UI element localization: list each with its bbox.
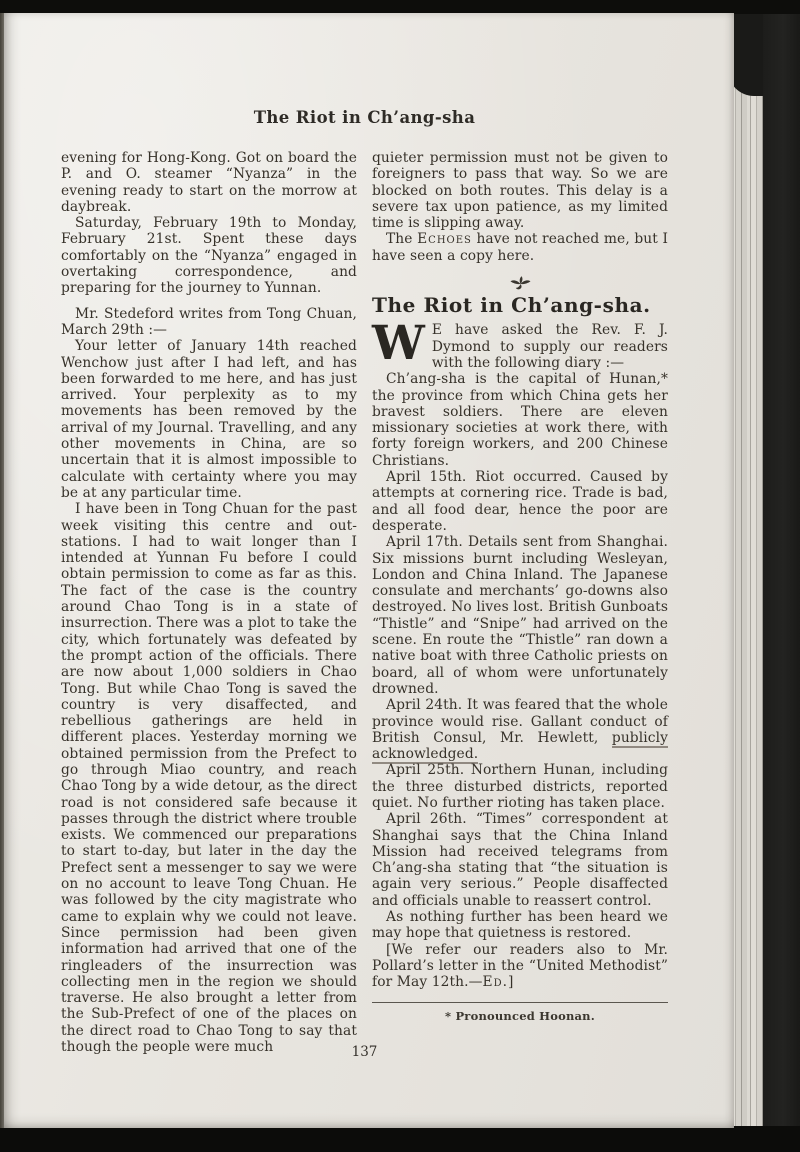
footnote-rule xyxy=(372,1002,668,1003)
paragraph-quietness: As nothing further has been heard we may hope that quietness is restored. xyxy=(372,909,668,942)
paragraph-tong-chuan: I have been in Tong Chuan for the past week visiting this centre and out-stations. I had to wait longer than I intended at Yunnan Fu before I could obtain permission to come as far as this. The fact of the case is the country around Chao Tong is in a state of insurrection. There was a plot to take the city, which fortunately was defeated by the prompt action of the officials. There are now about 1,000 soldiers in Chao Tong. But while Chao Tong is saved the country is very disaffected, and rebellious gatherings are held in different places. Yesterday morning we obtained permission from the Prefect to go through Miao country, and reach Chao Tong by a wide detour, as the direct road is not considered safe because it passes through the district where trouble exists. We commenced our preparations to start to-day, but later in the day the Prefect sent a messenger to say we were on no account to leave Tong Chuan. He was followed by the city magistrate who came to explain why we could not leave. Since permission had been given information had arrived that one of the ringleaders of the insurrection was collecting men in the region we should traverse. He also brought a letter from the Sub-Prefect of one of the places on the direct road to Chao Tong to say that though the people were much xyxy=(61,501,357,1056)
book-cover-right xyxy=(763,0,800,1152)
paragraph-your-letter: Your letter of January 14th reached Wenchow just after I had left, and has been forwarded to me here, and has just arrived. Your perplexity as to my movements has been removed by the arrival of my Journal. Travelling, and any other movements in China, are so uncertain that it is almost impossible to calculate with certainty where you may be at any particular time. xyxy=(61,338,357,501)
april-24-text: April 24th. It was feared that the whole province would rise. Gallant conduct of British Consul, Mr. Hewlett, xyxy=(372,697,668,746)
paragraph-stedeford-intro: Mr. Stedeford writes from Tong Chuan, March 29th :— xyxy=(61,305,357,338)
april-24-underlined: publicly acknowledged. xyxy=(372,729,668,763)
echoes-post: have not reached me, but I have seen a copy here. xyxy=(372,231,669,264)
page-number: 137 xyxy=(351,1044,378,1060)
book-cover-bottom xyxy=(0,1126,800,1152)
editor-note-smallcaps: Ed. xyxy=(482,974,508,991)
paragraph-april-24 xyxy=(372,697,668,762)
paragraph-saturday-diary: Saturday, February 19th to Monday, February 21st. Spent these days comfortably on the “Nyanza” engaged in overtaking correspondence, and preparing for the journey to Yunnan. xyxy=(61,215,357,297)
paragraph-changsha-capital: Ch’ang-sha is the capital of Hunan,* the province from which China gets her bravest soldiers. There are eleven missionary societies at work there, with forty foreign workers, and 200 Chinese Christians. xyxy=(372,371,668,469)
two-column-layout xyxy=(61,150,668,1055)
paragraph-april-17: April 17th. Details sent from Shanghai. Six missions burnt including Wesleyan, London and China Inland. The Japanese consulate and merchants’ go-downs also destroyed. No lives lost. British Gunboats “Thistle” and “Snipe” had arrived on the scene. En route the “Thistle” ran down a native boat with three Catholic priests on board, all of whom were unfortunately drowned. xyxy=(372,534,668,697)
section-divider xyxy=(372,275,668,292)
editor-note-post: ] xyxy=(507,974,514,991)
paragraph-dropcap xyxy=(372,316,668,372)
footnote: * Pronounced Hoonan. xyxy=(445,1008,595,1023)
fleuron-icon xyxy=(507,275,534,292)
scanned-page xyxy=(4,13,734,1128)
editor-note-pre: [We refer our readers also to Mr. Pollard’s letter in the “United Methodist” for May 12th.— xyxy=(372,941,668,991)
right-column xyxy=(372,150,668,1055)
paragraph-april-25: April 25th. Northern Hunan, including the three disturbed districts, reported quiet. No further rioting has taken place. xyxy=(372,762,668,811)
dropcap-initial: W xyxy=(372,316,425,372)
running-head: The Riot in Ch’ang-sha xyxy=(253,108,476,127)
book-cover-top xyxy=(0,0,800,14)
paragraph-editor-note xyxy=(372,942,668,991)
paragraph-continuation: evening for Hong-Kong. Got on board the P. and O. steamer “Nyanza” in the evening ready to start on the morrow at daybreak. xyxy=(61,150,357,215)
dropcap-rest: E have asked the Rev. F. J. Dymond to supply our readers with the following diary :— xyxy=(431,322,668,371)
paragraph-april-26: April 26th. “Times” correspondent at Shanghai says that the China Inland Mission had received telegrams from Ch’ang-sha stating that “the situation is again very serious.” People disaffected and officials unable to reassert control. xyxy=(372,811,668,909)
section-heading: The Riot in Ch’ang-sha. xyxy=(372,293,651,318)
left-column xyxy=(61,150,357,1055)
paragraph-continuation-right: quieter permission must not be given to foreigners to pass that way. So we are blocked on both routes. This delay is a severe tax upon patience, as my limited time is slipping away. xyxy=(372,150,668,232)
paragraph-echoes xyxy=(372,231,668,264)
paragraph-april-15: April 15th. Riot occurred. Caused by attempts at cornering rice. Trade is bad, and all food dear, hence the poor are desperate. xyxy=(372,469,668,534)
echoes-smallcaps: Echoes xyxy=(417,231,472,248)
page-content xyxy=(4,13,668,1055)
echoes-pre: The xyxy=(386,231,418,248)
